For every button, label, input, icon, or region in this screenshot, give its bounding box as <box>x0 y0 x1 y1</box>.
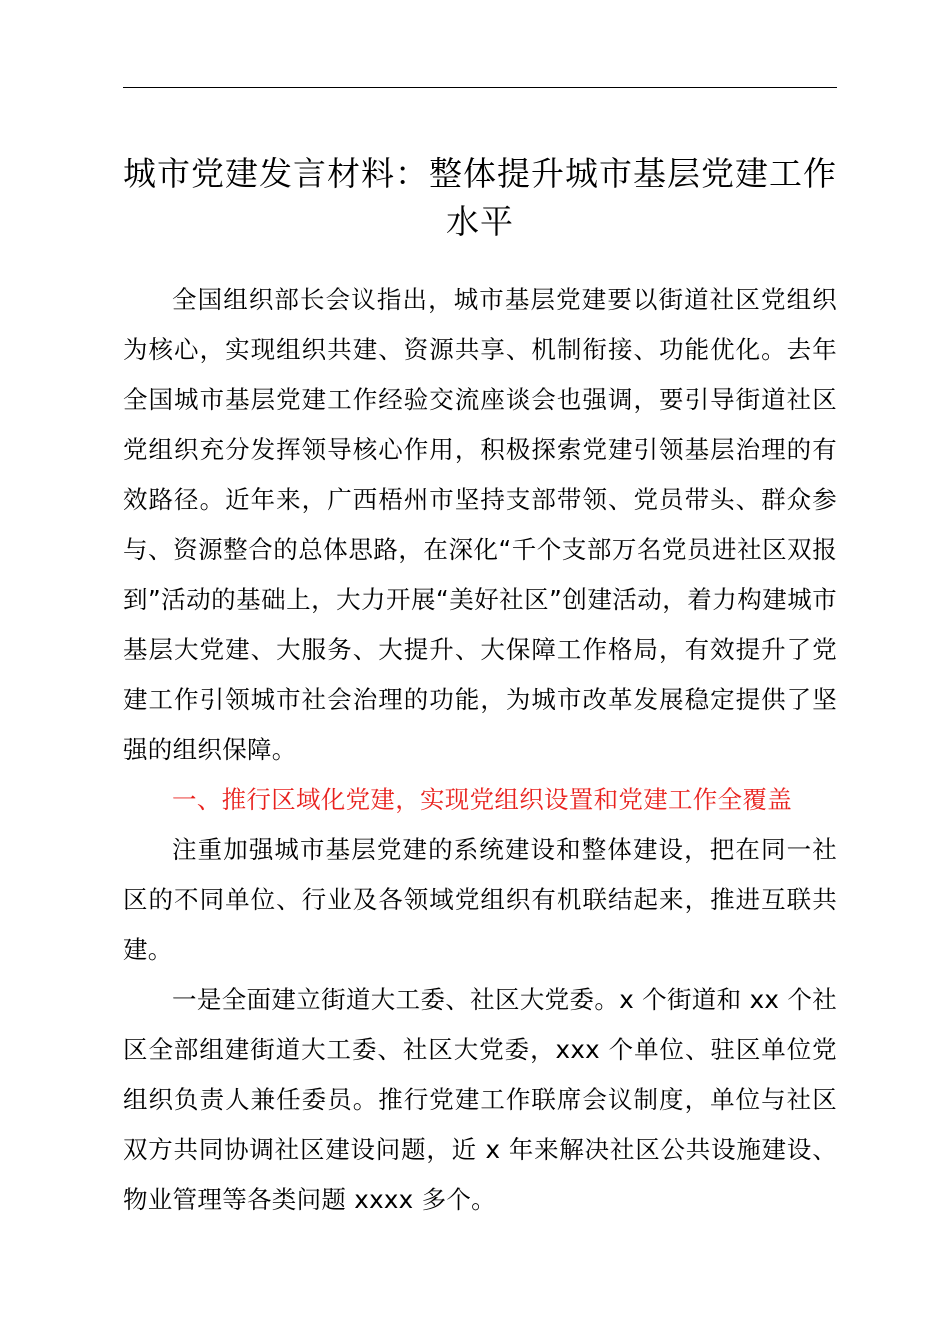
document-body <box>123 275 837 1225</box>
section-paragraph: 一是全面建立街道大工委、社区大党委。x 个街道和 xx 个社区全部组建街道大工委、社区大党委，xxx 个单位、驻区单位党组织负责人兼任委员。推行党建工作联席会议制度，单位与社区双方共同协调社区建设问题，近 x 年来解决社区公共设施建设、物业管理等各类问题 xxxx 多个。 <box>123 985 837 1214</box>
document-title: 城市党建发言材料：整体提升城市基层党建工作水平 <box>123 154 837 241</box>
header-rule <box>123 87 837 88</box>
section-heading: 一、推行区域化党建，实现党组织设置和党建工作全覆盖 <box>172 785 792 814</box>
intro-paragraph: 全国组织部长会议指出，城市基层党建要以街道社区党组织为核心，实现组织共建、资源共享、机制衔接、功能优化。去年全国城市基层党建工作经验交流座谈会也强调，要引导街道社区党组织充分发挥领导核心作用，积极探索党建引领基层治理的有效路径。近年来，广西梧州市坚持支部带领、党员带头、群众参与、资源整合的总体思路，在深化“千个支部万名党员进社区双报到”活动的基础上，大力开展“美好社区”创建活动，着力构建城市基层大党建、大服务、大提升、大保障工作格局，有效提升了党建工作引领城市社会治理的功能，为城市改革发展稳定提供了坚强的组织保障。 <box>123 285 837 764</box>
section-paragraph: 注重加强城市基层党建的系统建设和整体建设，把在同一社区的不同单位、行业及各领域党组织有机联结起来，推进互联共建。 <box>123 835 837 964</box>
